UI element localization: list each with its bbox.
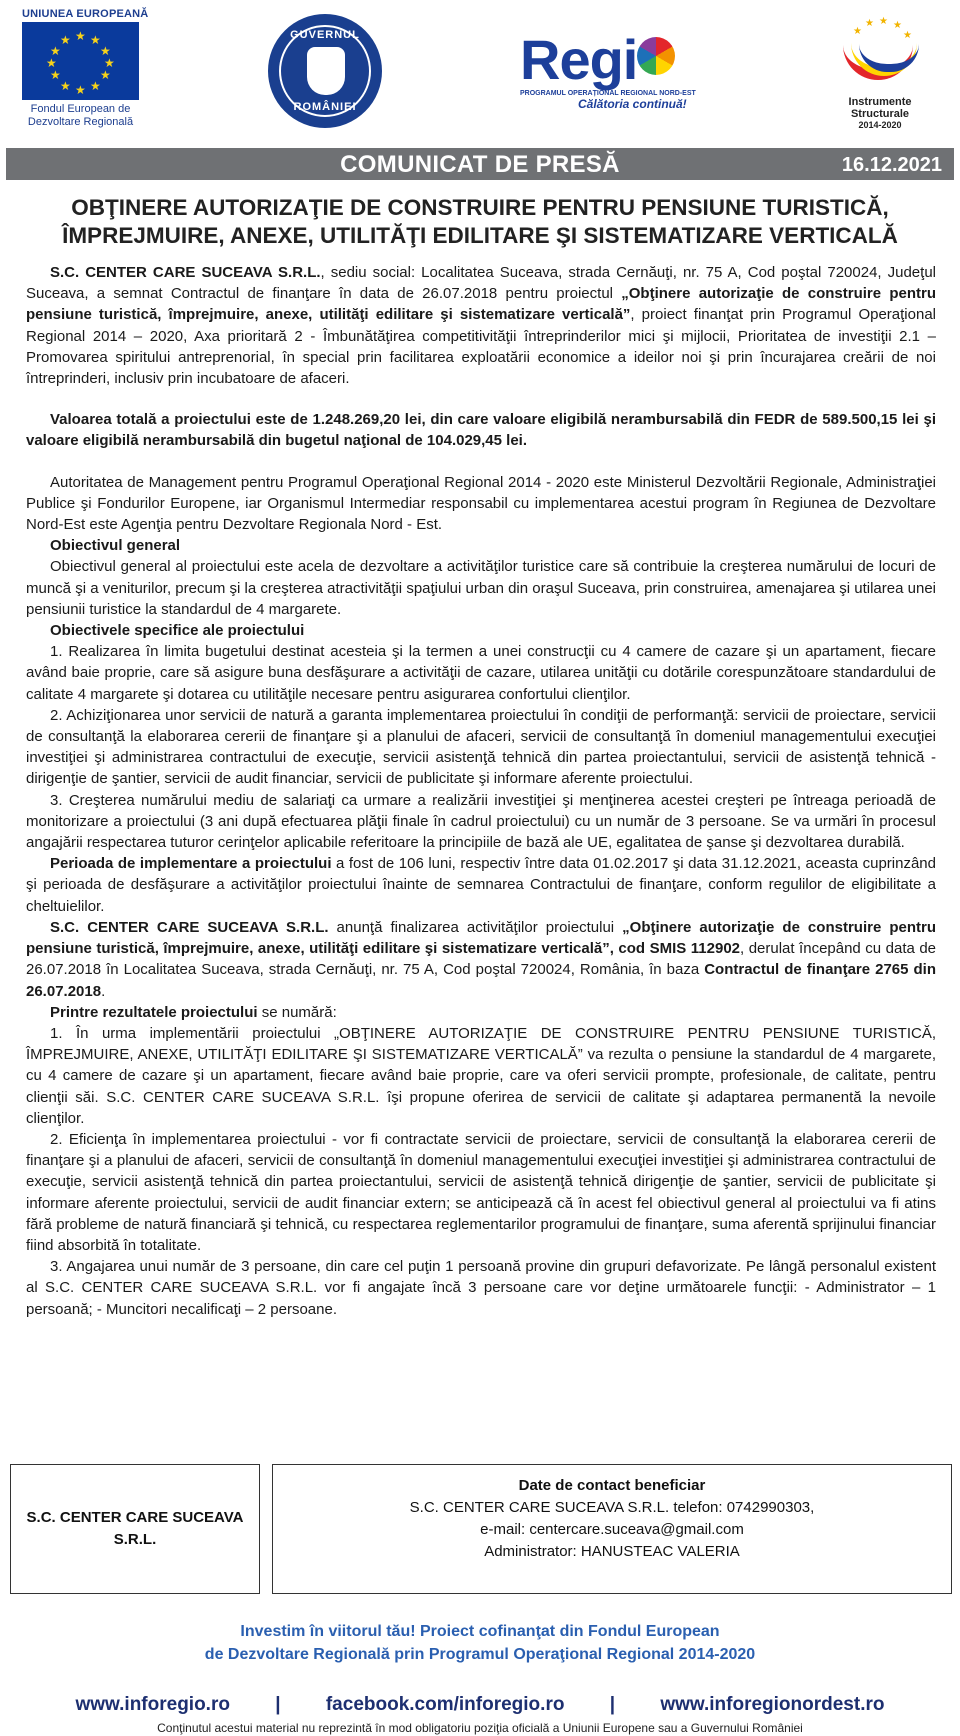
regio-slogan: Călătoria continuă! (578, 97, 687, 111)
company-name: S.C. CENTER CARE SUCEAVA S.R.L. (50, 264, 321, 281)
structural-instruments-logo (820, 18, 940, 130)
completion-announcement (26, 917, 936, 1002)
regio-logo (520, 28, 720, 111)
government-seal-icon (268, 14, 382, 128)
crest-icon (307, 47, 345, 95)
logo-strip (0, 8, 960, 138)
structural-instruments-icon: ★ ★ ★ ★ ★ (837, 18, 923, 92)
eu-fund-name (22, 103, 139, 129)
link-facebook[interactable]: facebook.com/inforegio.ro (325, 1694, 565, 1715)
article-body (26, 262, 936, 1320)
eu-caption: UNIUNEA EUROPEANĂ (22, 8, 149, 20)
link-inforegionordest[interactable]: www.inforegionordest.ro (660, 1694, 885, 1715)
beneficiary-box (10, 1464, 260, 1594)
beneficiary-name-1: S.C. CENTER CARE SUCEAVA (26, 1509, 244, 1526)
contact-phone: S.C. CENTER CARE SUCEAVA S.R.L. telefon: 0742990303, (409, 1499, 815, 1516)
instr-caption-2: 2014-2020 (858, 120, 902, 130)
seal-text-bottom: ROMÂNIEI (293, 101, 357, 113)
implementation-period (26, 853, 936, 917)
announce-project: „Obţinere autorizaţie de construire pentru pensiune turistică, împrejmuire, anexe, utilităţi edilitare şi sistematizare verticală”, cod SMIS 112902 (26, 918, 936, 958)
title-line-2: ÎMPREJMUIRE, ANEXE, UTILITĂŢI EDILITARE ŞI SISTEMATIZARE VERTICALĂ (62, 223, 898, 248)
general-objective-heading: Obiectivul general (50, 537, 181, 555)
slogan-line-2: de Dezvoltare Regională prin Programul Operaţional Regional 2014-2020 (204, 1646, 756, 1663)
disclaimer: Conţinutul acestui material nu reprezintă în mod obligatoriu poziţia oficială a Uniunii Europene sau a Guvernului României (157, 1721, 803, 1735)
link-separator: | (609, 1694, 616, 1715)
eu-flag-icon: ★ ★ ★ ★ ★ ★ ★ ★ ★ ★ ★ ★ (22, 22, 139, 100)
slogan-line-1: Investim în viitorul tău! Proiect cofinanţat din Fondul European (240, 1623, 720, 1640)
period-label: Perioada de implementare a proiectului (50, 855, 332, 873)
project-value: Valoarea totală a proiectului este de 1.248.269,20 lei, din care valoare eligibilă nerambursabilă din FEDR de 589.500,15 lei şi valoare eligibilă nerambursabilă din bugetul naţional de 104.029,45 lei. (26, 411, 936, 450)
result-3: 3. Angajarea unui număr de 3 persoane, din care cel puţin 1 persoană provine din grupuri defavorizate. Pe lângă personalul existent al S.C. CENTER CARE SUCEAVA S.R.L. vor fi angajate încă 3 persoane care vor deţine următoarele funcţii: - Administrator – 1 persoană; - Muncitori necalificaţi – 2 persoane. (26, 1258, 936, 1318)
announce-company: S.C. CENTER CARE SUCEAVA S.R.L. (50, 918, 329, 936)
page-title (20, 194, 940, 250)
authority-paragraph: Autoritatea de Management pentru Programul Operaţional Regional 2014 - 2020 este Ministerul Dezvoltării Regionale, Administraţiei Publice şi Fondurilor Europene, iar Organismul Intermediar responsabil cu implementarea acestui program în Regiunea de Dezvoltare Nord-Est este Agenţia pentru Dezvoltare Regionala Nord - Est. (26, 473, 936, 534)
banner-title: COMUNICAT DE PRESĂ (340, 151, 620, 178)
announce-text-3: . (101, 982, 106, 1000)
announce-text-1: anunţă finalizarea activităţilor proiectului (328, 918, 623, 936)
results-heading (26, 1002, 936, 1023)
contact-heading: Date de contact beneficiar (518, 1477, 706, 1494)
eu-fund-line-2: Dezvoltare Regională (27, 116, 134, 128)
intro-paragraph (26, 262, 936, 389)
contact-administrator: Administrator: HANUSTEAC VALERIA (484, 1543, 740, 1560)
announce-text-2: , derulat începând cu data de 26.07.2018 în Localitatea Suceava, strada Cernăuţi, nr. 75 A, Cod poştal 720024, România, în baza (26, 940, 937, 979)
result-2: 2. Eficienţa în implementarea proiectului - vor fi contractate servicii de proiectare, servicii de consultanţă la elaborarea cererii de finanţare şi a planului de afaceri, servicii de consultanţă în domeniul managementului execuţiei investiţiei şi administrarea contractului de execuţie, servicii asistenţă tehnică din partea proiectantului, servicii de asistenţă tehnică dirigenţie de şantier, servicii de publicitate şi informare aferente proiectului, servicii de audit financiar extern; se anticipează că în acest fel obiectivul general al proiectului va fi atins fără probleme de natură financiară şi tehnică, cu respectarea reglementarilor programului de finanţare, suma aferentă sprijinului financiar fiind absorbită în totalitate. (26, 1130, 936, 1254)
regio-word: Regi (520, 28, 638, 91)
banner-date: 16.12.2021 (841, 154, 942, 176)
results-tail: se numără: (257, 1003, 337, 1021)
title-line-1: OBŢINERE AUTORIZAŢIE DE CONSTRUIRE PENTRU PENSIUNE TURISTICĂ, (71, 195, 889, 220)
specific-objective-1: 1. Realizarea în limita bugetului destinat acesteia şi la termen a unei construcţii cu 4 camere de cazare şi un apartament, fiecare având baie proprie, care să asigure buna desfăşurare a activităţii de cazare, utilarea unităţii cu dotările corespunzătoare standardului de calitate 4 margarete şi dotarea cu utilităţile necesare pentru asigurarea confortului clienţilor. (26, 643, 936, 703)
seal-text-top: GUVERNUL (290, 29, 360, 41)
announce-contract: Contractul de finanţare 2765 din 26.07.2018 (26, 961, 937, 1000)
regio-wheel-icon (637, 37, 675, 75)
general-objective: Obiectivul general al proiectului este acela de dezvoltare a activităţilor turistice care să contribuie la creşterea numărului de locuri de muncă şi a veniturilor, precum şi la creşterea atractivităţii spaţiului urban din oraşul Suceava, prin construirea, amenajarea şi utilarea unei pensiunii turistice la standardul de 4 margarete. (26, 558, 936, 618)
contact-email: e-mail: centercare.suceava@gmail.com (480, 1521, 744, 1538)
regio-wordmark (520, 28, 720, 91)
footer-links (0, 1694, 960, 1716)
result-1: 1. În urma implementării proiectului „OBŢINERE AUTORIZAŢIE DE CONSTRUIRE PENTRU PENSIUNE TURISTICĂ, ÎMPREJMUIRE, ANEXE, UTILITĂŢI EDILITARE ŞI SISTEMATIZARE VERTICALĂ” va rezulta o pensiune la standardul de 4 margarete, cu 4 camere de cazare şi un apartament, fiecare având baie proprie, care va oferi servicii prompte, profesionale, de calitate, pentru clienţii săi. S.C. CENTER CARE SUCEAVA S.R.L. îşi propune oferirea de servicii de calitate şi adaptarea permanentă la nevoile clienţilor. (26, 1024, 936, 1127)
project-name: „Obţinere autorizaţie de construire pentru pensiune turistică, împrejmuire, anexe, utilităţi edilitare şi sistematizare verticală” (26, 285, 936, 324)
specific-objectives-heading: Obiectivele specifice ale proiectului (50, 622, 305, 640)
regio-program: PROGRAMUL OPERAȚIONAL REGIONAL NORD-EST (520, 90, 696, 97)
contact-box (272, 1464, 952, 1594)
period-text: a fost de 106 luni, respectiv între data 01.02.2017 şi data 31.12.2021, aceasta cuprinzând şi perioada de desfăşurare a activităţilor proiectului înainte de semnarea Contractului de finanţare, conform regulilor de eligibilitate a cheltuielilor. (26, 855, 936, 915)
eu-fund-line-1: Fondul European de (30, 103, 131, 115)
specific-objective-3: 3. Creşterea numărului mediu de salariaţi ca urmare a realizării investiţiei şi menţinerea acestei creşteri pe întreaga perioadă de monitorizare a proiectului (3 ani după efectuarea plăţii finale în cadrul proiectului) cu un număr de 3 persoane. Se va urmări în procesul angajării respectarea tuturor cerinţelor aplicabile referitoare la principiile de bază ale UE, egalitatea de şanse şi dezvoltarea durabilă. (26, 791, 936, 852)
link-inforegio[interactable]: www.inforegio.ro (75, 1694, 230, 1715)
beneficiary-name-2: S.R.L. (113, 1531, 157, 1548)
intro-text-1: , sediu social: Localitatea Suceava, strada Cernăuţi, nr. 75 A, Cod poştal 720024, Judeţul Suceava, a semnat Contractul de finanţare în data de 26.07.2018 pentru proiectul (26, 264, 936, 303)
link-separator: | (275, 1694, 281, 1715)
eu-logo (22, 8, 152, 129)
press-banner (6, 148, 954, 180)
intro-text-2: , proiect finanţat prin Programul Operaţional Regional 2014 – 2020, Axa prioritară 2 - Îmbunătăţirea competitivităţii întreprinderilor mici şi mijlocii, Prioritatea de investiţii 2.1 – Promovarea spiritului antreprenorial, în special prin facilitarea exploatării economice a ideilor noi şi prin încurajarea creării de noi întreprinderi, inclusiv prin incubatoare de afaceri. (26, 306, 937, 388)
results-label: Printre rezultatele proiectului (50, 1003, 258, 1021)
specific-objective-2: 2. Achiziţionarea unor servicii de natură a garanta implementarea proiectului în condiţii de performanţă: servicii de proiectare, servicii de consultanţă la elaborarea cererii de finanţare şi a planului de afaceri, servicii de consultanţă în domeniul managementului execuţiei investiţiei şi administrarea contractului de execuţie, servicii asistenţă tehnică din partea proiectantului, servicii de asistenţă tehnică - dirigenţie de şantier, servicii de audit financiar, servicii de publicitate şi informare aferente proiectului. (26, 706, 936, 788)
funding-slogan (0, 1620, 960, 1666)
instr-caption-1: Instrumente Structurale (848, 96, 912, 120)
